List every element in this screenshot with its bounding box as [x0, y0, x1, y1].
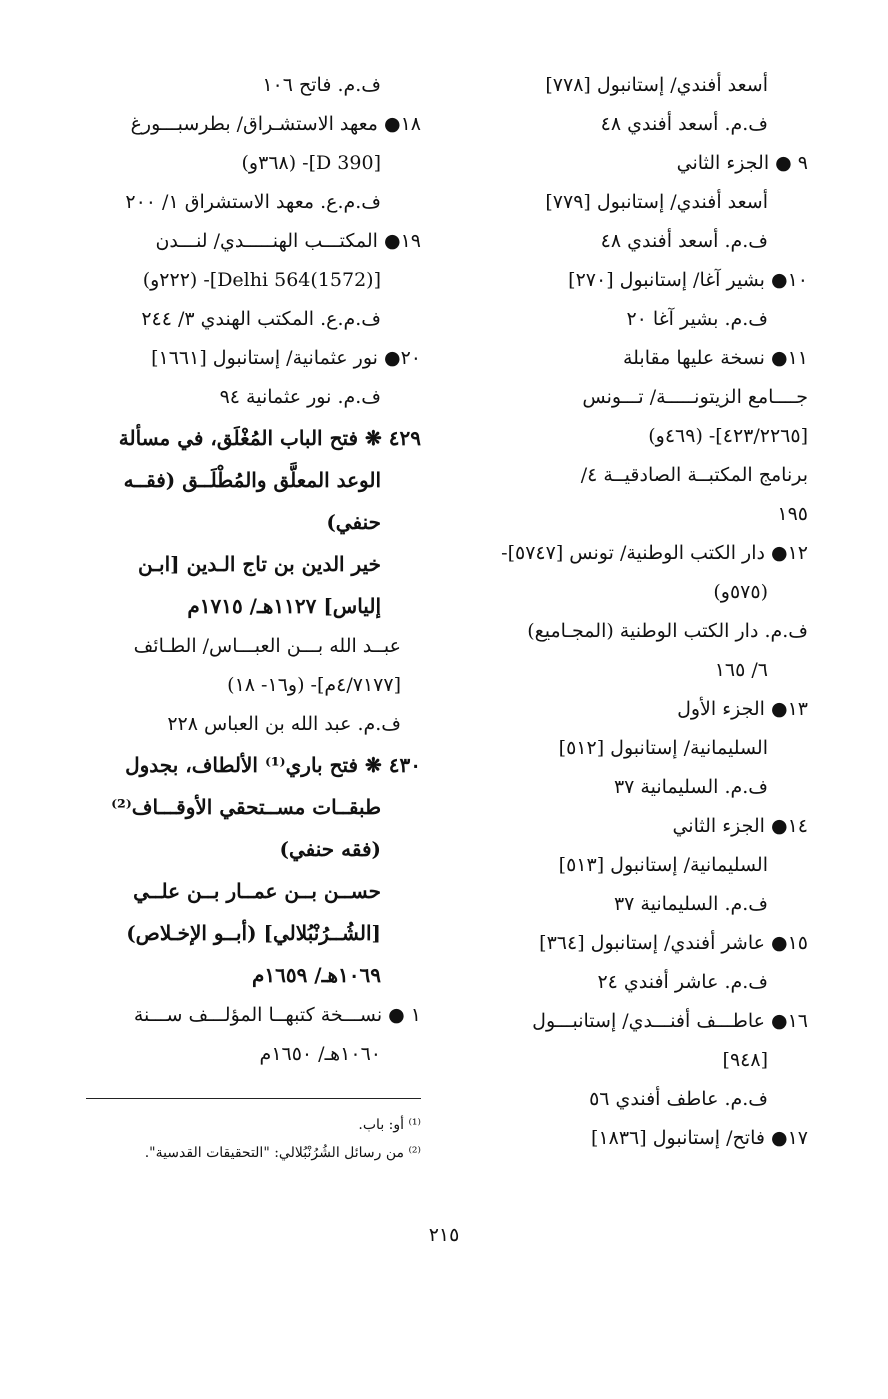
text-line: أسعد أفندي/ إستانبول [٧٧٩]: [545, 191, 768, 213]
text-line: (٥٧٥و): [713, 581, 768, 603]
text-line: عبــد الله بـــن العبـــاس/ الطـائف: [133, 635, 401, 657]
text-line: ٢٠● نور عثمانية/ إستانبول [١٦٦١]: [151, 347, 421, 369]
text-line: [٤/٧١٧٧م]- (و١٦- ١٨): [227, 674, 401, 696]
text-line: برنامج المكتبــة الصادقيــة ٤/: [580, 464, 808, 486]
left-column: [86, 66, 421, 1074]
text-line: السليمانية/ إستانبول [٥١٢]: [558, 737, 768, 759]
text-line: ف.م. عاشر أفندي ٢٤: [597, 971, 768, 993]
text-line: ١٠٦٩هـ/ ١٦٥٩م: [251, 963, 381, 987]
text-line: ١٦● عاطـــف أفنـــدي/ إستانبـــول: [532, 1010, 808, 1032]
text-line: ٤٣٠ ❋ فتح باري⁽¹⁾ الألطاف، بجدول: [125, 753, 421, 777]
text-line: خير الدين بن تاج الـدين [ابـن: [137, 552, 381, 576]
text-line: ف.م.ع. المكتب الهندي ٣/ ٢٤٤: [141, 308, 381, 330]
text-line: ١٢● دار الكتب الوطنية/ تونس [٥٧٤٧]-: [501, 542, 808, 564]
footnote-2: ⁽²⁾ من رسائل الشُرُنْبُلالي: "التحقيقات القدسية".: [144, 1145, 421, 1161]
text-line: ف.م. أسعد أفندي ٤٨: [600, 230, 768, 252]
text-line: ف.م. أسعد أفندي ٤٨: [600, 113, 768, 135]
text-line: [D 390]- (٣٦٨و): [241, 152, 381, 174]
text-line: ٦/ ١٦٥: [714, 659, 768, 681]
text-line: ف.م. فاتح ١٠٦: [262, 74, 381, 96]
text-line: ١٤● الجزء الثاني: [672, 815, 808, 837]
text-line: ١٨● معهد الاستشـراق/ بطرسبـــورغ: [130, 113, 421, 135]
text-line: ف.م. بشير آغا ٢٠: [626, 308, 768, 330]
text-line: ف.م. السليمانية ٣٧: [613, 776, 768, 798]
text-line: ١ ● نســـخة كتبهــا المؤلـــف ســـنة: [133, 1004, 421, 1026]
text-line: ١٩٥: [777, 503, 808, 525]
footnote-1: ⁽¹⁾ أو: باب.: [358, 1117, 421, 1133]
text-line: حنفي): [326, 510, 381, 534]
text-line: ١٠● بشير آغا/ إستانبول [٢٧٠]: [568, 269, 808, 291]
text-line: أسعد أفندي/ إستانبول [٧٧٨]: [545, 74, 768, 96]
text-line: [٩٤٨]: [722, 1049, 768, 1071]
text-line: ٤٢٩ ❋ فتح الباب المُغْلَق، في مسألة: [118, 426, 421, 450]
text-line: ١١● نسخة عليها مقابلة: [622, 347, 808, 369]
text-line: الوعد المعلَّق والمُطْلَــق (فقــه: [123, 468, 381, 492]
text-line: ٩ ● الجزء الثاني: [676, 152, 808, 174]
text-line: ف.م. عاطف أفندي ٥٦: [589, 1088, 768, 1110]
text-line: ١٩● المكتـــب الهنـــــدي/ لنـــدن: [155, 230, 421, 252]
text-line: ف.م. نور عثمانية ٩٤: [219, 386, 381, 408]
right-column: [470, 66, 808, 1158]
text-line: السليمانية/ إستانبول [٥١٣]: [558, 854, 768, 876]
text-line: إلياس] ١١٢٧هـ/ ١٧١٥م: [187, 594, 381, 618]
text-line: [الشُــرُنْبُلالي] (أبــو الإخـلاص): [126, 921, 381, 945]
text-line: طبقــات مســتحقي الأوقـــاف⁽²⁾: [111, 795, 381, 819]
text-line: ف.م.ع. معهد الاستشراق ١/ ٢٠٠: [125, 191, 381, 213]
footnotes: [86, 1098, 421, 1167]
text-line: ف.م. عبد الله بن العباس ٢٢٨: [167, 713, 401, 735]
page-number: ٢١٥: [428, 1224, 460, 1246]
text-line: جــــامع الزيتونـــــة/ تـــونس: [582, 386, 808, 408]
text-line: حســن بــن عمــار بــن علــي: [133, 879, 381, 903]
text-line: ١٠٦٠هـ/ ١٦٥٠م: [259, 1043, 381, 1065]
text-line: ١٥● عاشر أفندي/ إستانبول [٣٦٤]: [539, 932, 808, 954]
text-line: ف.م. السليمانية ٣٧: [613, 893, 768, 915]
text-line: ١٣● الجزء الأول: [677, 698, 808, 720]
text-line: [(1572)Delhi 564]- (٢٢٢و): [142, 269, 381, 291]
text-line: [٤٢٣/٢٢٦٥]- (٤٦٩و): [648, 425, 808, 447]
text-line: (فقه حنفي): [279, 837, 381, 861]
text-line: ف.م. دار الكتب الوطنية (المجـاميع): [527, 620, 808, 642]
footnote-divider: [86, 1098, 421, 1099]
text-line: ١٧● فاتح/ إستانبول [١٨٣٦]: [591, 1127, 808, 1149]
